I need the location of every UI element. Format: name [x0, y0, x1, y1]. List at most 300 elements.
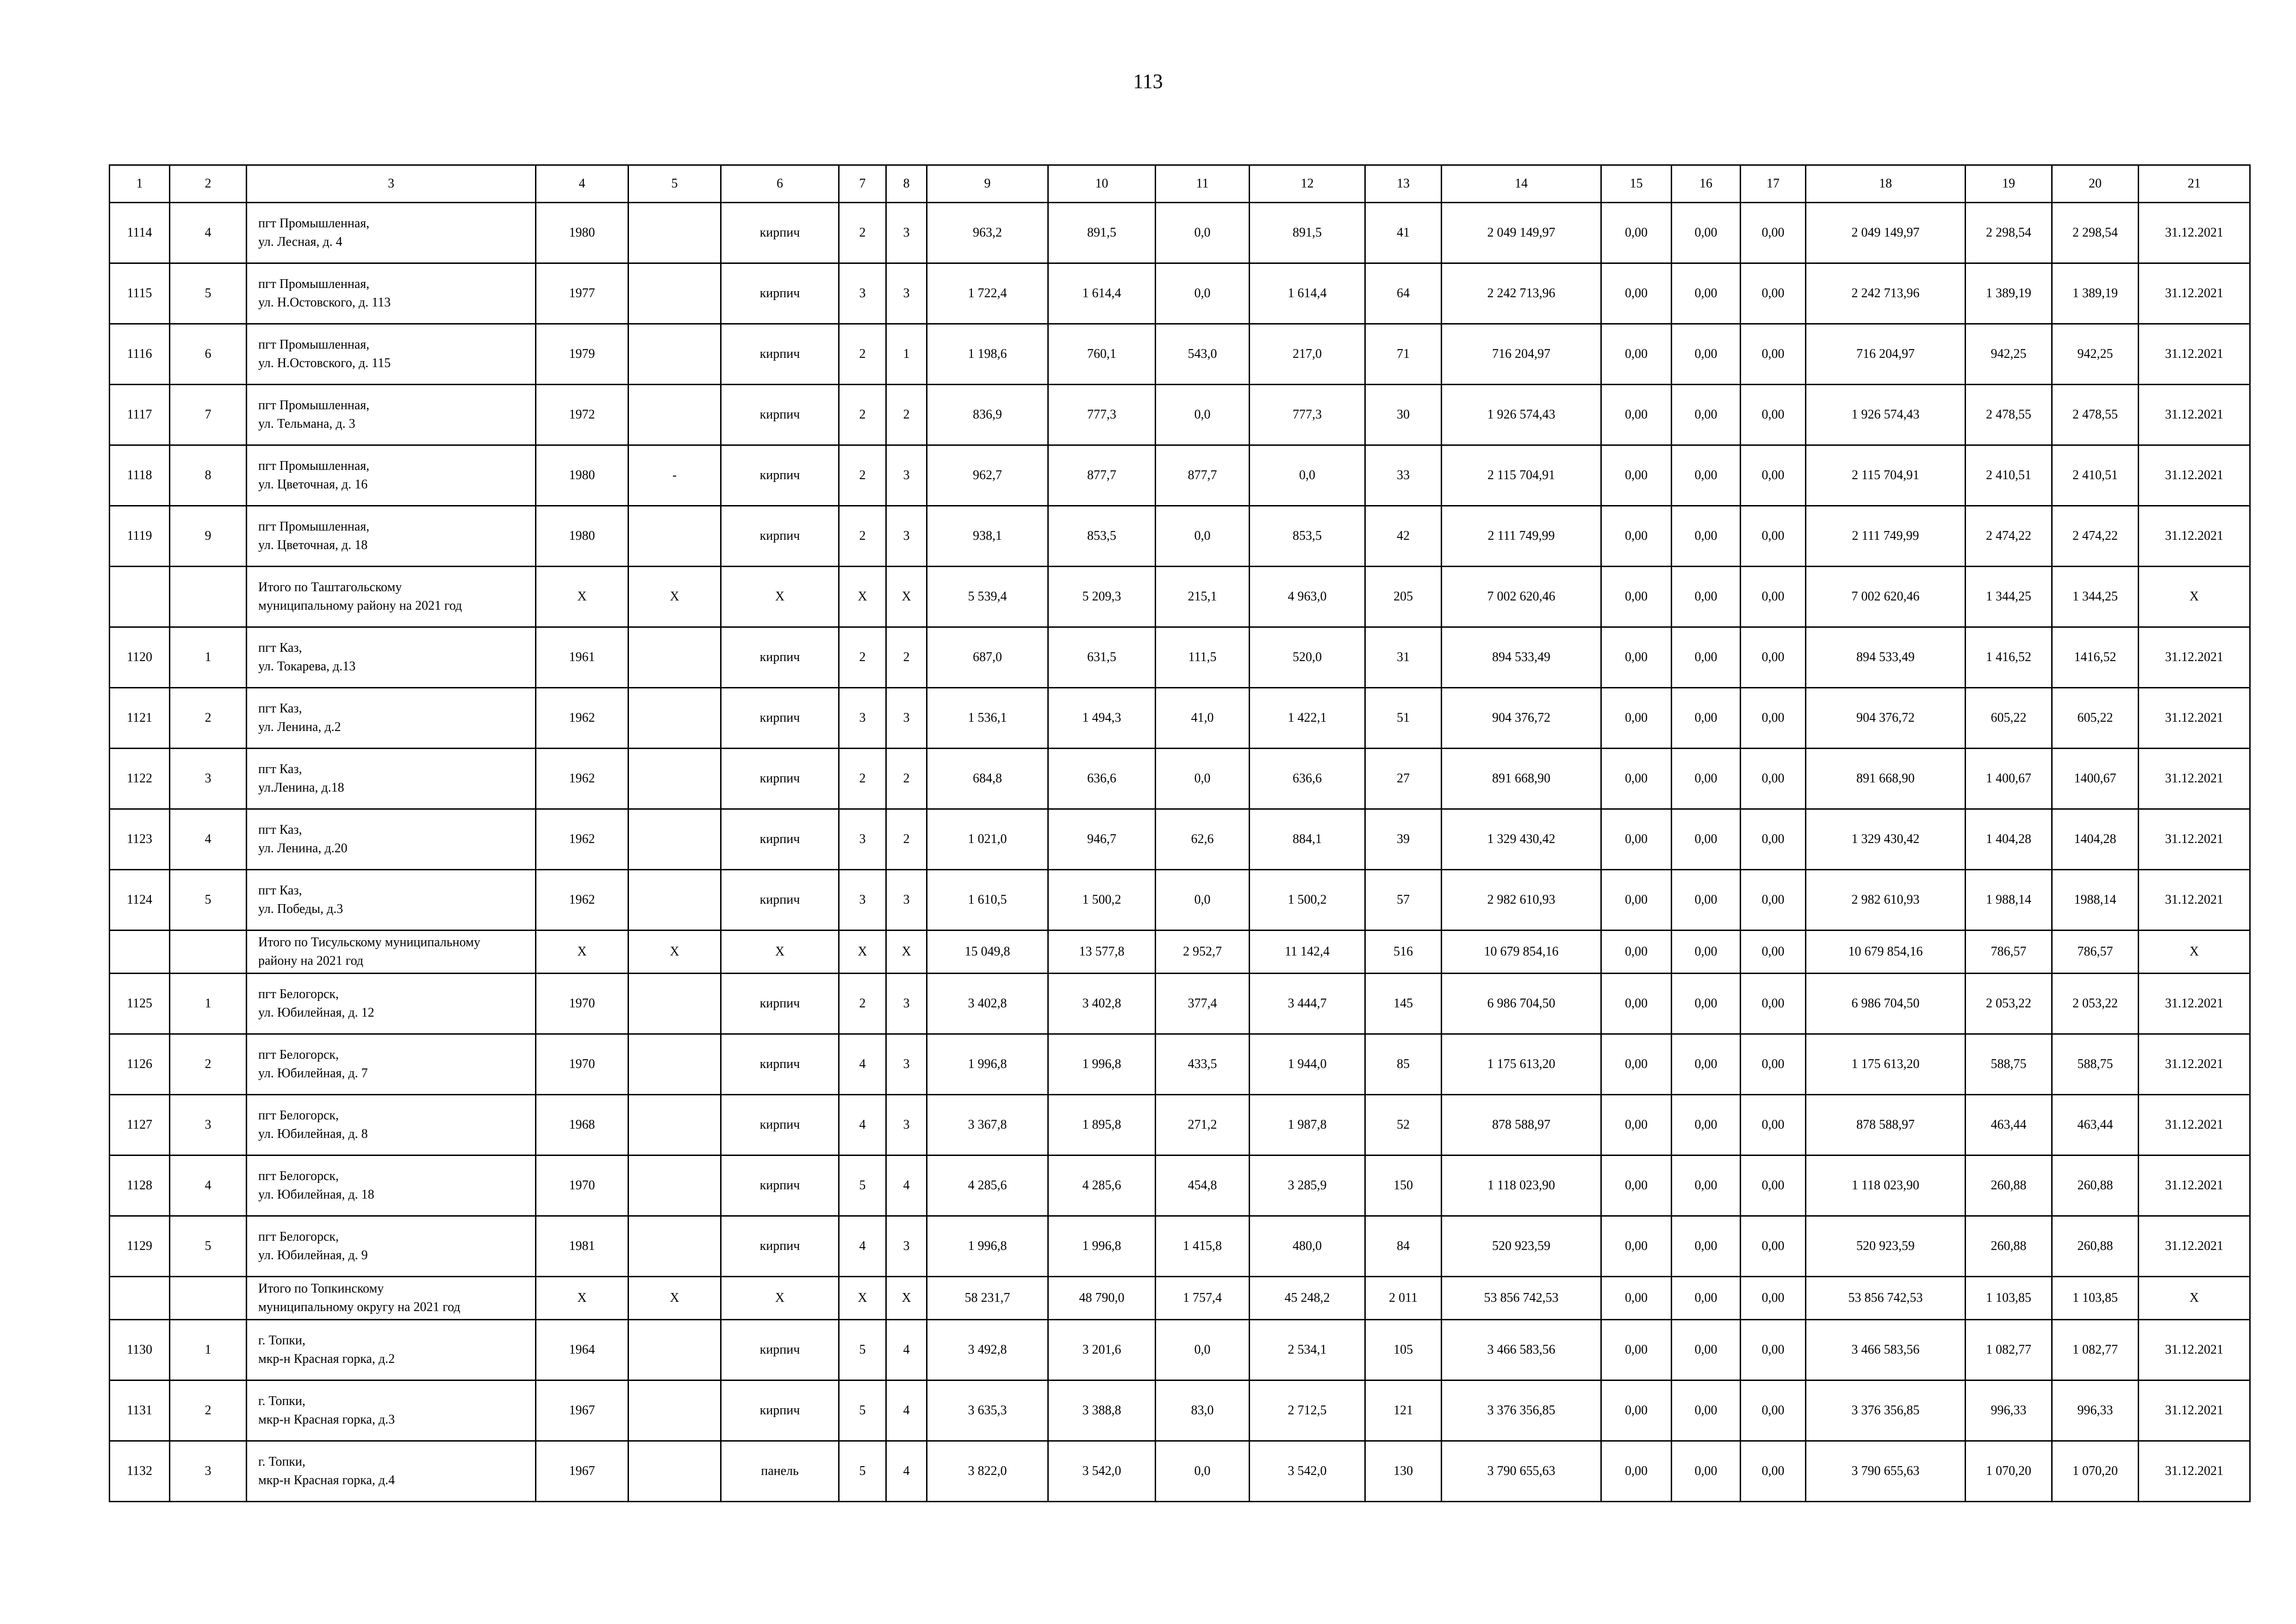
- table-cell-col-7: 4: [839, 1095, 886, 1156]
- table-cell-col-8: 3: [886, 974, 927, 1034]
- table-cell-col-14: 2 242 713,96: [1442, 263, 1601, 324]
- table-cell-col-3: пгт Промышленная, ул. Тельмана, д. 3: [247, 385, 536, 445]
- table-cell-col-12: 1 614,4: [1250, 263, 1365, 324]
- table-cell-col-14: 3 466 583,56: [1442, 1320, 1601, 1380]
- table-row: [110, 749, 2250, 809]
- table-cell-col-21: 31.12.2021: [2139, 1380, 2250, 1441]
- column-header-17: 17: [1741, 165, 1806, 203]
- table-cell-col-6: кирпич: [721, 1380, 839, 1441]
- table-cell-col-4: 1964: [536, 1320, 628, 1380]
- table-cell-col-21: 31.12.2021: [2139, 506, 2250, 567]
- table-cell-col-21: X: [2139, 931, 2250, 974]
- table-cell-col-2: 5: [170, 870, 247, 931]
- table-cell-col-5: [628, 974, 721, 1034]
- table-cell-col-3: пгт Белогорск, ул. Юбилейная, д. 8: [247, 1095, 536, 1156]
- table-cell-col-14: 2 982 610,93: [1442, 870, 1601, 931]
- table-cell-col-11: 271,2: [1156, 1095, 1250, 1156]
- table-cell-col-18: 1 175 613,20: [1806, 1034, 1966, 1095]
- table-cell-col-18: 2 049 149,97: [1806, 203, 1966, 263]
- table-cell-col-17: 0,00: [1741, 263, 1806, 324]
- table-cell-col-6: кирпич: [721, 749, 839, 809]
- table-cell-col-13: 205: [1365, 567, 1442, 627]
- table-cell-col-16: 0,00: [1672, 263, 1741, 324]
- table-cell-col-12: 3 285,9: [1250, 1156, 1365, 1216]
- table-cell-col-16: 0,00: [1672, 567, 1741, 627]
- table-cell-col-1: 1129: [110, 1216, 170, 1277]
- table-cell-col-6: кирпич: [721, 627, 839, 688]
- table-cell-col-19: 942,25: [1966, 324, 2052, 385]
- table-cell-col-11: 0,0: [1156, 870, 1250, 931]
- table-cell-col-10: 777,3: [1048, 385, 1156, 445]
- table-cell-col-10: 1 494,3: [1048, 688, 1156, 749]
- table-cell-col-2: 4: [170, 203, 247, 263]
- table-cell-col-21: 31.12.2021: [2139, 809, 2250, 870]
- table-cell-col-7: 5: [839, 1441, 886, 1502]
- table-cell-col-16: 0,00: [1672, 1156, 1741, 1216]
- table-cell-col-5: [628, 506, 721, 567]
- table-cell-col-8: X: [886, 567, 927, 627]
- table-cell-col-3: пгт Промышленная, ул. Н.Остовского, д. 115: [247, 324, 536, 385]
- table-cell-col-10: 3 542,0: [1048, 1441, 1156, 1502]
- table-cell-col-20: 942,25: [2052, 324, 2139, 385]
- table-cell-col-5: [628, 263, 721, 324]
- table-cell-col-19: 260,88: [1966, 1216, 2052, 1277]
- table-cell-col-7: X: [839, 1277, 886, 1320]
- table-cell-col-9: 3 492,8: [927, 1320, 1048, 1380]
- table-cell-col-16: 0,00: [1672, 203, 1741, 263]
- table-cell-col-6: X: [721, 567, 839, 627]
- table-cell-col-7: 3: [839, 688, 886, 749]
- table-cell-col-5: [628, 385, 721, 445]
- table-cell-col-9: 3 635,3: [927, 1380, 1048, 1441]
- table-cell-col-11: 111,5: [1156, 627, 1250, 688]
- table-row: [110, 1380, 2250, 1441]
- table-cell-col-20: 1400,67: [2052, 749, 2139, 809]
- table-cell-col-13: 52: [1365, 1095, 1442, 1156]
- table-cell-col-21: 31.12.2021: [2139, 203, 2250, 263]
- table-cell-col-12: 891,5: [1250, 203, 1365, 263]
- table-cell-col-10: 5 209,3: [1048, 567, 1156, 627]
- table-cell-col-10: 891,5: [1048, 203, 1156, 263]
- table-cell-col-1: 1118: [110, 445, 170, 506]
- table-cell-col-9: 836,9: [927, 385, 1048, 445]
- table-row: [110, 688, 2250, 749]
- table-cell-col-17: 0,00: [1741, 931, 1806, 974]
- table-cell-col-6: кирпич: [721, 809, 839, 870]
- table-cell-col-13: 42: [1365, 506, 1442, 567]
- table-cell-col-16: 0,00: [1672, 1380, 1741, 1441]
- table-cell-col-14: 3 376 356,85: [1442, 1380, 1601, 1441]
- table-cell-col-10: 3 402,8: [1048, 974, 1156, 1034]
- table-cell-col-12: 1 944,0: [1250, 1034, 1365, 1095]
- table-cell-col-5: [628, 1320, 721, 1380]
- table-cell-col-12: 777,3: [1250, 385, 1365, 445]
- table-cell-col-15: 0,00: [1601, 749, 1672, 809]
- table-cell-col-6: кирпич: [721, 1034, 839, 1095]
- table-cell-col-20: 463,44: [2052, 1095, 2139, 1156]
- table-cell-col-9: 1 996,8: [927, 1216, 1048, 1277]
- table-cell-col-13: 516: [1365, 931, 1442, 974]
- table-cell-col-19: 1 103,85: [1966, 1277, 2052, 1320]
- table-cell-col-6: кирпич: [721, 263, 839, 324]
- table-cell-col-7: 5: [839, 1320, 886, 1380]
- table-cell-col-5: X: [628, 931, 721, 974]
- table-cell-col-12: 520,0: [1250, 627, 1365, 688]
- table-cell-col-16: 0,00: [1672, 506, 1741, 567]
- table-cell-col-18: 891 668,90: [1806, 749, 1966, 809]
- table-cell-col-19: 1 389,19: [1966, 263, 2052, 324]
- table-cell-col-10: 3 388,8: [1048, 1380, 1156, 1441]
- table-cell-col-1: [110, 1277, 170, 1320]
- table-cell-col-17: 0,00: [1741, 1034, 1806, 1095]
- table-cell-col-14: 1 329 430,42: [1442, 809, 1601, 870]
- table-cell-col-3: Итого по Таштагольскому муниципальному району на 2021 год: [247, 567, 536, 627]
- table-cell-col-19: 2 410,51: [1966, 445, 2052, 506]
- table-cell-col-10: 1 996,8: [1048, 1216, 1156, 1277]
- table-cell-col-12: 0,0: [1250, 445, 1365, 506]
- table-cell-col-14: 10 679 854,16: [1442, 931, 1601, 974]
- table-cell-col-6: кирпич: [721, 1320, 839, 1380]
- table-cell-col-2: 3: [170, 1441, 247, 1502]
- table-cell-col-14: 2 049 149,97: [1442, 203, 1601, 263]
- header-row: [110, 165, 2250, 203]
- table-cell-col-1: 1130: [110, 1320, 170, 1380]
- table-cell-col-7: 2: [839, 974, 886, 1034]
- table-cell-col-13: 150: [1365, 1156, 1442, 1216]
- table-cell-col-4: 1970: [536, 1034, 628, 1095]
- table-cell-col-21: 31.12.2021: [2139, 1034, 2250, 1095]
- table-cell-col-13: 71: [1365, 324, 1442, 385]
- table-cell-col-2: 4: [170, 809, 247, 870]
- table-row: [110, 385, 2250, 445]
- table-cell-col-9: 3 367,8: [927, 1095, 1048, 1156]
- table-cell-col-10: 631,5: [1048, 627, 1156, 688]
- table-cell-col-9: 1 610,5: [927, 870, 1048, 931]
- table-cell-col-16: 0,00: [1672, 688, 1741, 749]
- table-cell-col-16: 0,00: [1672, 870, 1741, 931]
- table-cell-col-15: 0,00: [1601, 809, 1672, 870]
- table-cell-col-9: 1 198,6: [927, 324, 1048, 385]
- table-cell-col-19: 588,75: [1966, 1034, 2052, 1095]
- table-cell-col-20: 996,33: [2052, 1380, 2139, 1441]
- table-cell-col-8: 4: [886, 1380, 927, 1441]
- table-cell-col-18: 1 329 430,42: [1806, 809, 1966, 870]
- table-cell-col-9: 1 722,4: [927, 263, 1048, 324]
- table-cell-col-17: 0,00: [1741, 627, 1806, 688]
- table-cell-col-1: 1115: [110, 263, 170, 324]
- table-cell-col-17: 0,00: [1741, 749, 1806, 809]
- table-cell-col-15: 0,00: [1601, 627, 1672, 688]
- table-row: [110, 506, 2250, 567]
- table-cell-col-19: 1 082,77: [1966, 1320, 2052, 1380]
- table-row: [110, 445, 2250, 506]
- table-cell-col-20: 1 070,20: [2052, 1441, 2139, 1502]
- table-cell-col-3: пгт Каз, ул. Токарева, д.13: [247, 627, 536, 688]
- table-cell-col-3: пгт Каз, ул.Ленина, д.18: [247, 749, 536, 809]
- table-cell-col-3: пгт Промышленная, ул. Лесная, д. 4: [247, 203, 536, 263]
- column-header-9: 9: [927, 165, 1048, 203]
- table-cell-col-17: 0,00: [1741, 385, 1806, 445]
- table-cell-col-2: 4: [170, 1156, 247, 1216]
- table-cell-col-12: 1 422,1: [1250, 688, 1365, 749]
- table-cell-col-4: 1962: [536, 870, 628, 931]
- table-cell-col-15: 0,00: [1601, 324, 1672, 385]
- table-cell-col-4: X: [536, 567, 628, 627]
- table-cell-col-1: 1117: [110, 385, 170, 445]
- table-cell-col-19: 2 053,22: [1966, 974, 2052, 1034]
- table-cell-col-14: 904 376,72: [1442, 688, 1601, 749]
- table-cell-col-5: [628, 1156, 721, 1216]
- table-cell-col-15: 0,00: [1601, 506, 1672, 567]
- table-cell-col-12: 1 987,8: [1250, 1095, 1365, 1156]
- table-cell-col-14: 7 002 620,46: [1442, 567, 1601, 627]
- table-cell-col-18: 7 002 620,46: [1806, 567, 1966, 627]
- table-cell-col-3: пгт Каз, ул. Ленина, д.20: [247, 809, 536, 870]
- table-cell-col-5: [628, 1216, 721, 1277]
- table-cell-col-13: 41: [1365, 203, 1442, 263]
- table-cell-col-14: 891 668,90: [1442, 749, 1601, 809]
- table-cell-col-8: X: [886, 1277, 927, 1320]
- table-cell-col-4: 1961: [536, 627, 628, 688]
- table-cell-col-2: 7: [170, 385, 247, 445]
- table-cell-col-1: [110, 931, 170, 974]
- table-cell-col-7: 2: [839, 385, 886, 445]
- table-cell-col-7: 2: [839, 749, 886, 809]
- table-cell-col-9: 3 822,0: [927, 1441, 1048, 1502]
- table-cell-col-13: 85: [1365, 1034, 1442, 1095]
- table-cell-col-1: 1122: [110, 749, 170, 809]
- table-cell-col-8: 2: [886, 627, 927, 688]
- table-cell-col-17: 0,00: [1741, 1320, 1806, 1380]
- table-cell-col-18: 520 923,59: [1806, 1216, 1966, 1277]
- table-cell-col-18: 1 118 023,90: [1806, 1156, 1966, 1216]
- table-cell-col-7: 2: [839, 627, 886, 688]
- table-cell-col-4: 1962: [536, 749, 628, 809]
- table-cell-col-16: 0,00: [1672, 1320, 1741, 1380]
- table-cell-col-19: 1 988,14: [1966, 870, 2052, 931]
- table-cell-col-20: 1404,28: [2052, 809, 2139, 870]
- table-cell-col-1: 1127: [110, 1095, 170, 1156]
- table-cell-col-15: 0,00: [1601, 974, 1672, 1034]
- table-cell-col-17: 0,00: [1741, 1216, 1806, 1277]
- table-cell-col-2: [170, 567, 247, 627]
- table-cell-col-13: 33: [1365, 445, 1442, 506]
- table-row: [110, 974, 2250, 1034]
- table-cell-col-11: 433,5: [1156, 1034, 1250, 1095]
- table-cell-col-6: кирпич: [721, 385, 839, 445]
- table-cell-col-21: 31.12.2021: [2139, 974, 2250, 1034]
- table-cell-col-6: кирпич: [721, 974, 839, 1034]
- table-cell-col-21: X: [2139, 1277, 2250, 1320]
- table-cell-col-21: 31.12.2021: [2139, 1095, 2250, 1156]
- table-cell-col-14: 53 856 742,53: [1442, 1277, 1601, 1320]
- table-cell-col-19: 463,44: [1966, 1095, 2052, 1156]
- table-cell-col-18: 3 376 356,85: [1806, 1380, 1966, 1441]
- table-cell-col-15: 0,00: [1601, 445, 1672, 506]
- table-cell-col-11: 0,0: [1156, 1441, 1250, 1502]
- table-cell-col-2: 2: [170, 1034, 247, 1095]
- table-cell-col-3: пгт Каз, ул. Ленина, д.2: [247, 688, 536, 749]
- table-cell-col-4: 1977: [536, 263, 628, 324]
- table-cell-col-20: 1416,52: [2052, 627, 2139, 688]
- table-cell-col-3: пгт Белогорск, ул. Юбилейная, д. 7: [247, 1034, 536, 1095]
- table-cell-col-20: 260,88: [2052, 1156, 2139, 1216]
- table-cell-col-8: 3: [886, 1216, 927, 1277]
- table-cell-col-9: 687,0: [927, 627, 1048, 688]
- table-cell-col-19: 996,33: [1966, 1380, 2052, 1441]
- table-cell-col-8: 4: [886, 1320, 927, 1380]
- table-cell-col-11: 0,0: [1156, 749, 1250, 809]
- table-cell-col-10: 3 201,6: [1048, 1320, 1156, 1380]
- table-cell-col-1: 1125: [110, 974, 170, 1034]
- column-header-1: 1: [110, 165, 170, 203]
- table-cell-col-10: 1 614,4: [1048, 263, 1156, 324]
- table-cell-col-21: 31.12.2021: [2139, 870, 2250, 931]
- table-cell-col-18: 2 982 610,93: [1806, 870, 1966, 931]
- table-cell-col-15: 0,00: [1601, 931, 1672, 974]
- table-cell-col-13: 27: [1365, 749, 1442, 809]
- table-cell-col-15: 0,00: [1601, 1095, 1672, 1156]
- table-cell-col-13: 39: [1365, 809, 1442, 870]
- table-cell-col-16: 0,00: [1672, 627, 1741, 688]
- table-cell-col-6: кирпич: [721, 445, 839, 506]
- table-cell-col-3: г. Топки, мкр-н Красная горка, д.4: [247, 1441, 536, 1502]
- table-cell-col-10: 760,1: [1048, 324, 1156, 385]
- table-cell-col-19: 2 474,22: [1966, 506, 2052, 567]
- table-cell-col-17: 0,00: [1741, 1277, 1806, 1320]
- table-cell-col-19: 260,88: [1966, 1156, 2052, 1216]
- table-cell-col-2: 1: [170, 1320, 247, 1380]
- table-cell-col-11: 62,6: [1156, 809, 1250, 870]
- table-cell-col-13: 31: [1365, 627, 1442, 688]
- table-cell-col-5: [628, 1034, 721, 1095]
- table-cell-col-4: 1980: [536, 506, 628, 567]
- table-cell-col-1: 1128: [110, 1156, 170, 1216]
- table-cell-col-13: 51: [1365, 688, 1442, 749]
- table-cell-col-19: 1 070,20: [1966, 1441, 2052, 1502]
- table-cell-col-1: 1116: [110, 324, 170, 385]
- table-cell-col-9: 938,1: [927, 506, 1048, 567]
- table-cell-col-17: 0,00: [1741, 1156, 1806, 1216]
- table-cell-col-2: 1: [170, 627, 247, 688]
- table-cell-col-7: 3: [839, 809, 886, 870]
- table-cell-col-15: 0,00: [1601, 1380, 1672, 1441]
- table-cell-col-5: [628, 1380, 721, 1441]
- table-cell-col-6: кирпич: [721, 870, 839, 931]
- table-cell-col-20: 260,88: [2052, 1216, 2139, 1277]
- table-cell-col-4: 1970: [536, 1156, 628, 1216]
- table-cell-col-8: 2: [886, 749, 927, 809]
- table-cell-col-20: 2 298,54: [2052, 203, 2139, 263]
- table-cell-col-15: 0,00: [1601, 688, 1672, 749]
- table-cell-col-9: 1 996,8: [927, 1034, 1048, 1095]
- table-cell-col-20: 2 478,55: [2052, 385, 2139, 445]
- table-cell-col-4: 1979: [536, 324, 628, 385]
- table-cell-col-19: 2 298,54: [1966, 203, 2052, 263]
- table-cell-col-12: 636,6: [1250, 749, 1365, 809]
- table-cell-col-11: 0,0: [1156, 1320, 1250, 1380]
- table-cell-col-15: 0,00: [1601, 203, 1672, 263]
- table-cell-col-8: 4: [886, 1441, 927, 1502]
- table-cell-col-16: 0,00: [1672, 974, 1741, 1034]
- table-cell-col-8: 2: [886, 809, 927, 870]
- table-cell-col-1: [110, 567, 170, 627]
- table-cell-col-17: 0,00: [1741, 809, 1806, 870]
- housing-table: [109, 164, 2251, 1502]
- table-cell-col-15: 0,00: [1601, 567, 1672, 627]
- table-cell-col-14: 6 986 704,50: [1442, 974, 1601, 1034]
- table-cell-col-10: 1 500,2: [1048, 870, 1156, 931]
- table-cell-col-14: 894 533,49: [1442, 627, 1601, 688]
- table-cell-col-7: 5: [839, 1380, 886, 1441]
- table-cell-col-11: 0,0: [1156, 203, 1250, 263]
- table-cell-col-5: [628, 324, 721, 385]
- table-cell-col-10: 1 996,8: [1048, 1034, 1156, 1095]
- table-cell-col-12: 11 142,4: [1250, 931, 1365, 974]
- column-header-15: 15: [1601, 165, 1672, 203]
- table-cell-col-16: 0,00: [1672, 385, 1741, 445]
- table-cell-col-6: кирпич: [721, 1216, 839, 1277]
- table-cell-col-14: 2 115 704,91: [1442, 445, 1601, 506]
- table-cell-col-14: 1 175 613,20: [1442, 1034, 1601, 1095]
- table-cell-col-4: X: [536, 931, 628, 974]
- table-cell-col-19: 1 400,67: [1966, 749, 2052, 809]
- table-cell-col-5: [628, 1095, 721, 1156]
- column-header-12: 12: [1250, 165, 1365, 203]
- table-row: [110, 870, 2250, 931]
- table-cell-col-7: 2: [839, 324, 886, 385]
- table-cell-col-3: пгт Белогорск, ул. Юбилейная, д. 9: [247, 1216, 536, 1277]
- table-cell-col-7: X: [839, 931, 886, 974]
- table-cell-col-3: пгт Промышленная, ул. Цветочная, д. 18: [247, 506, 536, 567]
- table-cell-col-19: 605,22: [1966, 688, 2052, 749]
- table-cell-col-2: 2: [170, 688, 247, 749]
- table-cell-col-4: 1962: [536, 809, 628, 870]
- table-cell-col-19: 1 344,25: [1966, 567, 2052, 627]
- table-cell-col-7: 2: [839, 506, 886, 567]
- table-cell-col-21: 31.12.2021: [2139, 1441, 2250, 1502]
- table-cell-col-18: 53 856 742,53: [1806, 1277, 1966, 1320]
- table-cell-col-12: 4 963,0: [1250, 567, 1365, 627]
- table-cell-col-3: Итого по Тисульскому муниципальному району на 2021 год: [247, 931, 536, 974]
- table-cell-col-6: кирпич: [721, 203, 839, 263]
- table-cell-col-15: 0,00: [1601, 1320, 1672, 1380]
- table-cell-col-17: 0,00: [1741, 688, 1806, 749]
- table-cell-col-9: 58 231,7: [927, 1277, 1048, 1320]
- table-cell-col-20: 786,57: [2052, 931, 2139, 974]
- table-row: [110, 1095, 2250, 1156]
- table-cell-col-1: 1131: [110, 1380, 170, 1441]
- table-cell-col-15: 0,00: [1601, 1216, 1672, 1277]
- table-cell-col-17: 0,00: [1741, 567, 1806, 627]
- table-cell-col-1: 1120: [110, 627, 170, 688]
- table-cell-col-21: 31.12.2021: [2139, 627, 2250, 688]
- table-cell-col-3: г. Топки, мкр-н Красная горка, д.2: [247, 1320, 536, 1380]
- column-header-18: 18: [1806, 165, 1966, 203]
- table-cell-col-3: пгт Белогорск, ул. Юбилейная, д. 18: [247, 1156, 536, 1216]
- table-cell-col-1: 1114: [110, 203, 170, 263]
- table-cell-col-9: 15 049,8: [927, 931, 1048, 974]
- column-header-14: 14: [1442, 165, 1601, 203]
- table-cell-col-8: 3: [886, 1034, 927, 1095]
- table-cell-col-5: [628, 1441, 721, 1502]
- table-cell-col-4: 1967: [536, 1441, 628, 1502]
- table-cell-col-4: X: [536, 1277, 628, 1320]
- table-cell-col-20: 2 053,22: [2052, 974, 2139, 1034]
- table-cell-col-21: 31.12.2021: [2139, 445, 2250, 506]
- table-cell-col-11: 2 952,7: [1156, 931, 1250, 974]
- table-cell-col-16: 0,00: [1672, 445, 1741, 506]
